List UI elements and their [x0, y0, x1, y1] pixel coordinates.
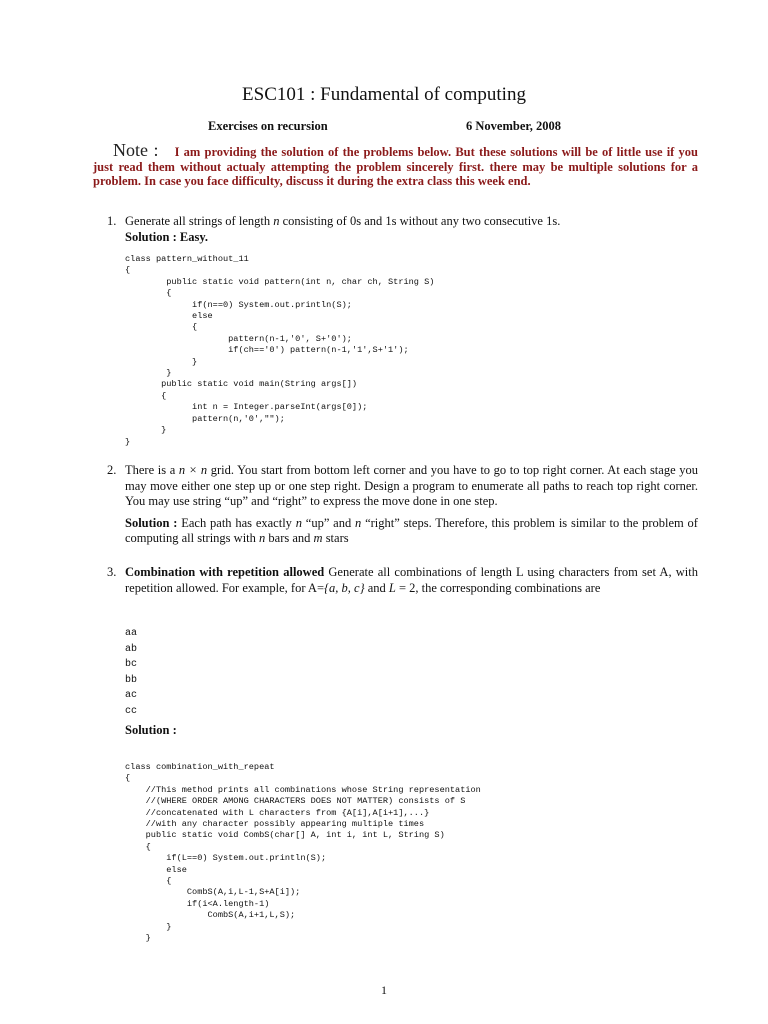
note-paragraph — [93, 140, 698, 189]
math-var: n — [259, 531, 266, 545]
solution-label: Solution : Easy. — [125, 229, 209, 244]
combinations-list — [125, 626, 137, 719]
solution-text: stars — [322, 531, 349, 545]
math-var: n — [355, 515, 362, 530]
note-label: Note : — [113, 140, 159, 160]
subtitle-topic: Exercises on recursion — [208, 119, 328, 133]
math-var: L — [388, 580, 396, 595]
math-var: n — [295, 515, 302, 530]
combination-item: aa — [125, 628, 138, 639]
problem-2 — [93, 463, 698, 547]
combination-item: bc — [125, 659, 138, 670]
solution-label: Solution : — [125, 723, 177, 737]
solution-text: bars and — [265, 531, 314, 545]
problem-number: 1. — [107, 214, 117, 228]
problem-number: 3. — [107, 565, 117, 579]
combination-item: cc — [125, 705, 138, 717]
problem-number: 2. — [107, 463, 117, 477]
problem-1 — [93, 214, 698, 245]
math-grid: n × n — [178, 463, 208, 477]
page-number: 1 — [381, 983, 387, 997]
solution-text: Each path has exactly — [177, 515, 296, 530]
problem-text: There is a — [125, 463, 179, 477]
combination-item: ab — [125, 643, 138, 655]
problem-heading: Combination with repetition allowed — [125, 565, 325, 579]
solution-label: Solution : — [125, 515, 178, 530]
code-block-combination: class combination_with_repeat { //This method prints all combinations whose String representation //(WHERE ORDER AMONG CHARACTERS DOES NOT MATTER) consists of S //concatenated with L characters from {A[i],A[i+1],...} //with any character possibly appearing multiple times public static void CombS(char[] A, int i, int L, String S) { if(L==0) System.out.println(S); else { CombS(A,i,L-1,S+A[i]); if(i<A.length-1) CombS(A,i+1,L,S); } } — [125, 762, 481, 944]
combination-item: ac — [125, 690, 138, 701]
note-text: I am providing the solution of the problems below. But these solutions will be of little use if you just read them without actualy attempting the problem sincerely first. there may be multiple solutions for a problem. In case you face difficulty, discuss it during the extra class this week end. — [93, 145, 698, 188]
math-set: {a, b, c} — [324, 580, 365, 595]
problem-text: grid. You start from bottom left corner and you have to go to top right corner. At each stage you may move either one step up or one step right. Design a program to enumerate all paths to reach top right corner. You may use string “up” and “right” to express the move done in one step. — [125, 463, 699, 508]
problem-text: Generate all combinations of length L using characters from set A, with repetition allowed. For example, for A= — [125, 565, 699, 595]
problem-text: and — [364, 580, 389, 595]
solution-paragraph — [125, 516, 698, 547]
problem-3 — [93, 565, 698, 596]
problem-text: Generate all strings of length — [125, 214, 274, 228]
code-block-pattern: class pattern_without_11 { public static void pattern(int n, char ch, String S) { if(n==0) System.out.println(S); else { pattern(n-1,'0', S+'0'); if(ch=='0') pattern(n-1,'1',S+'1'); } } public static void main(String args[]) { int n = Integer.parseInt(args[0]); pattern(n,'0',""); } } — [125, 254, 435, 447]
problem-text: = 2, the corresponding combinations are — [395, 580, 601, 595]
problem-text: consisting of 0s and 1s without any two consecutive 1s. — [279, 214, 561, 228]
combination-item: bb — [125, 674, 138, 686]
subtitle-date: 6 November, 2008 — [466, 119, 562, 133]
solution-text: “up” and — [301, 515, 356, 530]
solution-text: “right” steps. Therefore, this problem is similar to the problem of computing all strings with — [125, 515, 698, 545]
math-var: m — [313, 531, 323, 545]
page-title: ESC101 : Fundamental of computing — [242, 84, 526, 105]
math-var: n — [273, 214, 280, 228]
